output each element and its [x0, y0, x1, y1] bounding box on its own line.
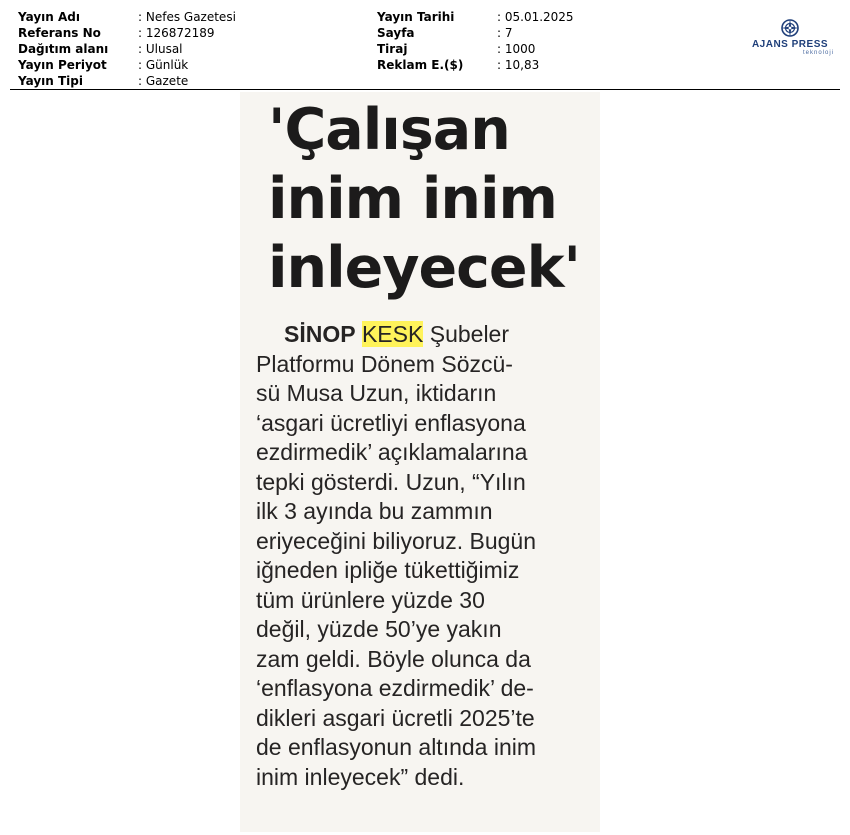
meta-label: Reklam E.($) — [377, 58, 464, 72]
article-line: ezdirmedik’ açıklamalarına — [256, 439, 528, 465]
headline-line: inleyecek' — [268, 235, 580, 301]
headline-line: 'Çalışan — [268, 97, 510, 163]
article-line: tüm ürünlere yüzde 30 — [256, 586, 485, 613]
meta-row-sayfa — [377, 25, 574, 41]
meta-row-yayin-periyot — [18, 57, 236, 73]
meta-row-yayin-tipi — [18, 73, 236, 89]
article-line: dikleri asgari ücretli 2025’te — [256, 704, 535, 731]
header-divider — [10, 89, 840, 90]
meta-row-tiraj — [377, 41, 574, 57]
meta-value: : Günlük — [138, 58, 189, 72]
meta-row-dagitim-alani — [18, 41, 236, 57]
meta-value: : 1000 — [497, 42, 536, 56]
meta-value: : 05.01.2025 — [497, 10, 574, 24]
meta-value: : 10,83 — [497, 58, 540, 72]
article-line: zam geldi. Böyle olunca da — [256, 645, 531, 672]
meta-label: Yayın Periyot — [18, 58, 107, 72]
article-line: ilk 3 ayında bu zammın — [256, 498, 493, 524]
meta-label: Yayın Tipi — [18, 74, 83, 88]
article-first-line — [256, 320, 598, 350]
meta-row-reklam — [377, 57, 574, 73]
meta-value: : 7 — [497, 26, 513, 40]
article-headline — [268, 96, 598, 303]
article-body — [256, 320, 598, 792]
headline-line: inim inim — [268, 166, 557, 232]
compass-icon — [780, 18, 800, 38]
highlighted-keyword: KESK — [361, 321, 424, 347]
meta-value: : Nefes Gazetesi — [138, 10, 236, 24]
meta-value: : Ulusal — [138, 42, 183, 56]
meta-label: Yayın Adı — [18, 10, 80, 24]
article-line: sü Musa Uzun, iktidarın — [256, 380, 497, 406]
meta-row-yayin-tarihi — [377, 9, 574, 25]
meta-label: Tiraj — [377, 42, 408, 56]
article-line: iğneden ipliğe tükettiğimiz — [256, 557, 520, 583]
article-line: eriyeceğini biliyoruz. Bugün — [256, 527, 536, 554]
article-line: ‘enflasyona ezdirmedik’ de- — [256, 675, 534, 701]
meta-label: Referans No — [18, 26, 101, 40]
logo-name: AJANS PRESS — [751, 39, 829, 50]
article-line: ‘asgari ücretliyi enflasyona — [256, 409, 526, 436]
meta-left — [18, 9, 236, 89]
meta-value: : Gazete — [138, 74, 189, 88]
meta-label: Yayın Tarihi — [377, 10, 455, 24]
article-line: de enflasyonun altında inim — [256, 734, 537, 760]
first-line-rest: Şubeler — [429, 321, 510, 347]
meta-label: Sayfa — [377, 26, 415, 40]
article-line: Platformu Dönem Sözcü- — [256, 350, 513, 377]
meta-row-yayin-adi — [18, 9, 236, 25]
meta-label: Dağıtım alanı — [18, 42, 109, 56]
lead-city: SİNOP — [284, 321, 356, 347]
ajans-press-logo — [742, 18, 838, 60]
meta-value: : 126872189 — [138, 26, 215, 40]
logo-tagline: teknoloji — [802, 50, 834, 56]
meta-row-referans-no — [18, 25, 236, 41]
article-line: inim inleyecek” dedi. — [256, 763, 465, 790]
article-line: tepki gösterdi. Uzun, “Yılın — [256, 468, 526, 495]
meta-right — [377, 9, 574, 73]
article-line: değil, yüzde 50’ye yakın — [256, 616, 502, 642]
